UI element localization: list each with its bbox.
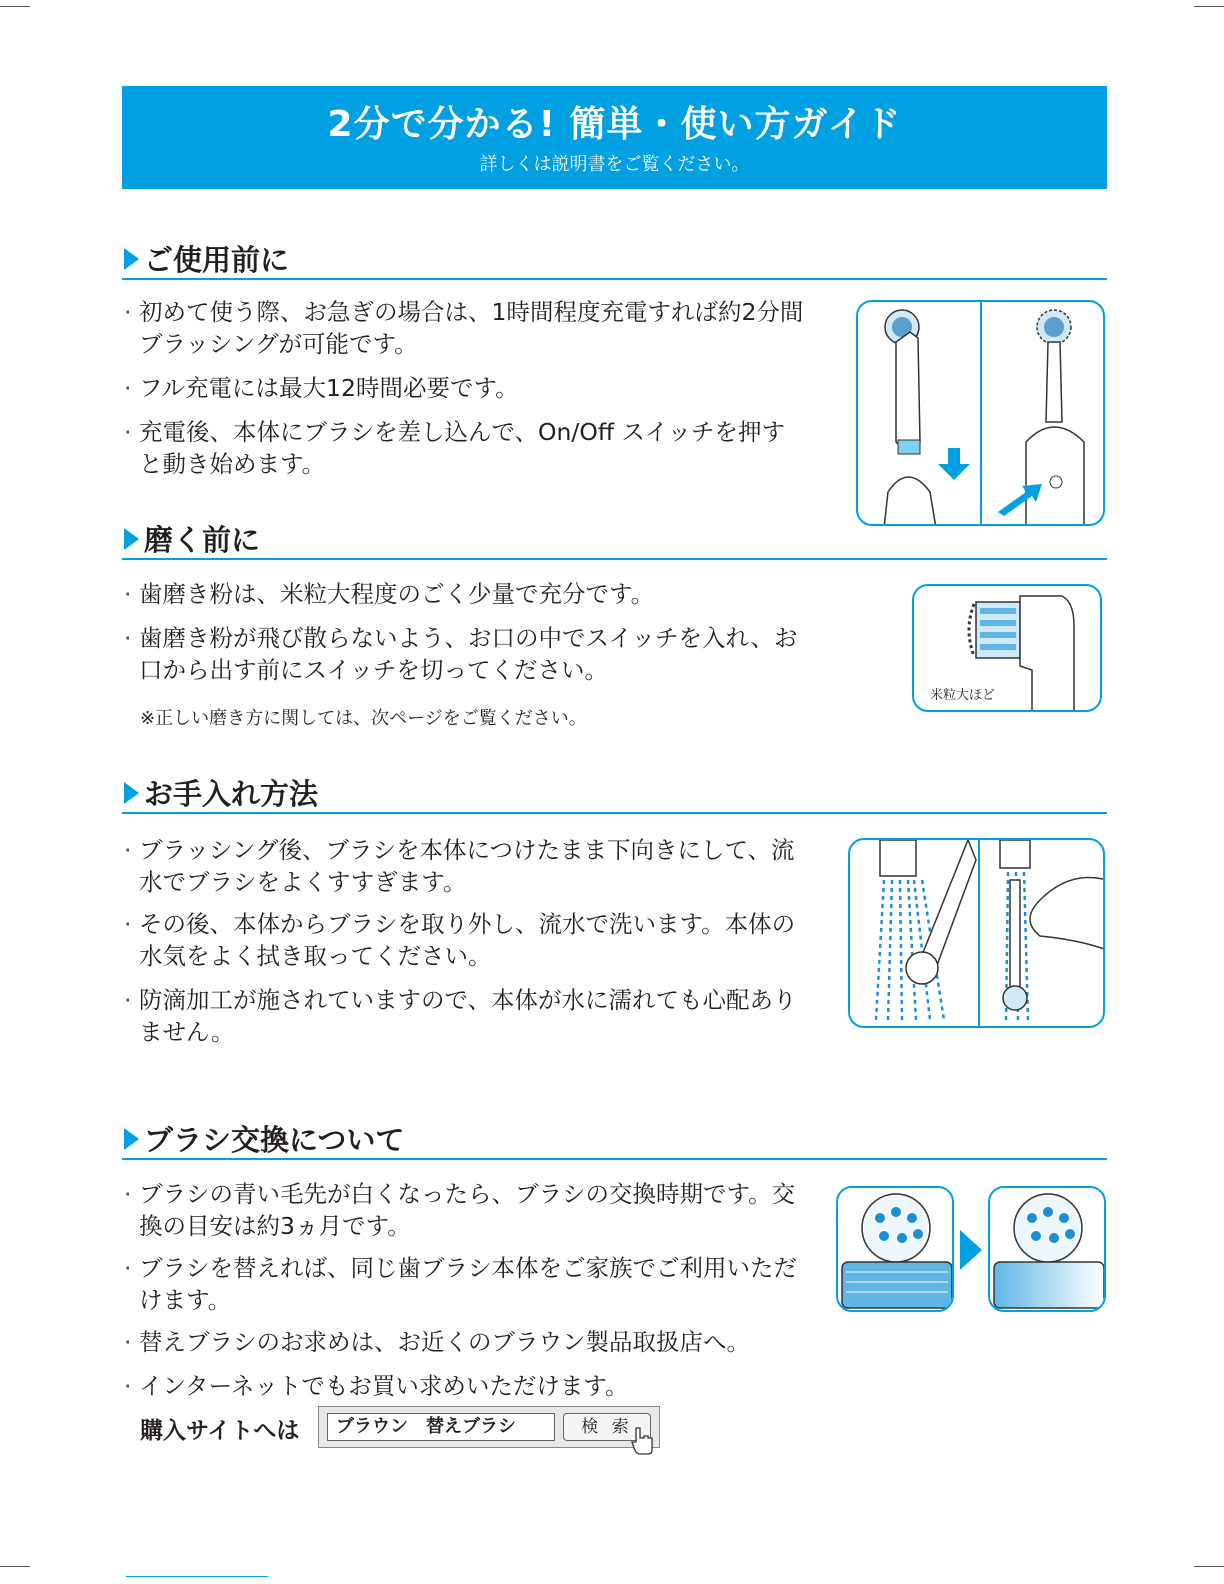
bullet-item: · 充電後、本体にブラシを差し込んで、On/Off スイッチを押すと動き始めます。	[124, 416, 804, 480]
illustration-rinse	[848, 838, 1105, 1028]
search-input[interactable]: ブラウン 替えブラシ	[327, 1413, 555, 1441]
down-arrow-icon	[938, 448, 970, 480]
reference-note: ※正しい磨き方に関しては、次ページをご覧ください。	[140, 708, 587, 729]
section-title: ブラシ交換について	[144, 1123, 405, 1157]
bullet-item: · 初めて使う際、お急ぎの場合は、1時間程度充電すれば約2分間ブラッシングが可能です。	[124, 296, 804, 360]
bullet-item: · その後、本体からブラシを取り外し、流水で洗います。本体の水気をよく拭き取ってください。	[124, 908, 804, 972]
section-title: お手入れ方法	[144, 777, 319, 811]
search-button[interactable]: 検 索	[563, 1413, 651, 1441]
purchase-label: 購入サイトへは	[140, 1418, 300, 1444]
bullet-item: · ブラシの青い毛先が白くなったら、ブラシの交換時期です。交換の目安は約3ヵ月です。	[124, 1178, 804, 1242]
arrow-right-triangle-icon	[124, 1128, 139, 1150]
section-title: ご使用前に	[144, 243, 290, 277]
arrow-right-triangle-icon	[960, 1230, 982, 1270]
crop-mark	[1194, 6, 1224, 7]
arrow-right-triangle-icon	[124, 782, 139, 804]
illustration-toothpaste-amount	[912, 584, 1102, 712]
bullet-item: · 防滴加工が施されていますので、本体が水に濡れても心配ありません。	[124, 984, 804, 1048]
bullet-item: · 替えブラシのお求めは、お近くのブラウン製品取扱店へ。	[124, 1326, 804, 1358]
worn-brush-head-drawing	[990, 1188, 1106, 1312]
footer-rule	[126, 1576, 268, 1577]
banner-title: 2分で分かる! 簡単・使い方ガイド	[327, 104, 902, 145]
crop-mark	[1194, 1566, 1224, 1567]
illustration-worn-brush-old	[988, 1186, 1106, 1312]
bullet-item: · ブラッシング後、ブラシを本体につけたまま下向きにして、流水でブラシをよくすすぎます。	[124, 834, 804, 898]
guide-banner	[122, 86, 1107, 189]
new-brush-head-drawing	[838, 1188, 954, 1312]
section-heading-brush-replacement	[122, 1118, 1107, 1160]
illustration-label: 米粒大ほど	[930, 688, 996, 703]
section-heading-care	[122, 772, 1107, 814]
bullet-item: · 歯磨き粉が飛び散らないよう、お口の中でスイッチを入れ、お口から出す前にスイッチを切ってください。	[124, 622, 804, 686]
crop-mark	[0, 1566, 30, 1567]
bullet-item: · ブラシを替えれば、同じ歯ブラシ本体をご家族でご利用いただけます。	[124, 1252, 804, 1316]
arrow-right-triangle-icon	[124, 248, 139, 270]
section-title: 磨く前に	[144, 523, 261, 557]
search-bar	[318, 1406, 660, 1448]
banner-subtitle: 詳しくは説明書をご覧ください。	[479, 154, 750, 175]
illustration-attach-brush	[856, 300, 1105, 526]
illustration-worn-brush-new	[836, 1186, 954, 1312]
bullet-item: · フル充電には最大12時間必要です。	[124, 372, 804, 404]
section-heading-before-brushing	[122, 518, 1107, 560]
bullet-item: · 歯磨き粉は、米粒大程度のごく少量で充分です。	[124, 578, 804, 610]
bullet-item: · インターネットでもお買い求めいただけます。	[124, 1370, 804, 1402]
illustration-divider	[978, 840, 980, 1026]
crop-mark	[0, 6, 30, 7]
hand-cursor-icon	[630, 1426, 656, 1456]
section-heading-before-use	[122, 238, 1107, 280]
illustration-divider	[980, 302, 982, 524]
arrow-right-triangle-icon	[124, 528, 139, 550]
